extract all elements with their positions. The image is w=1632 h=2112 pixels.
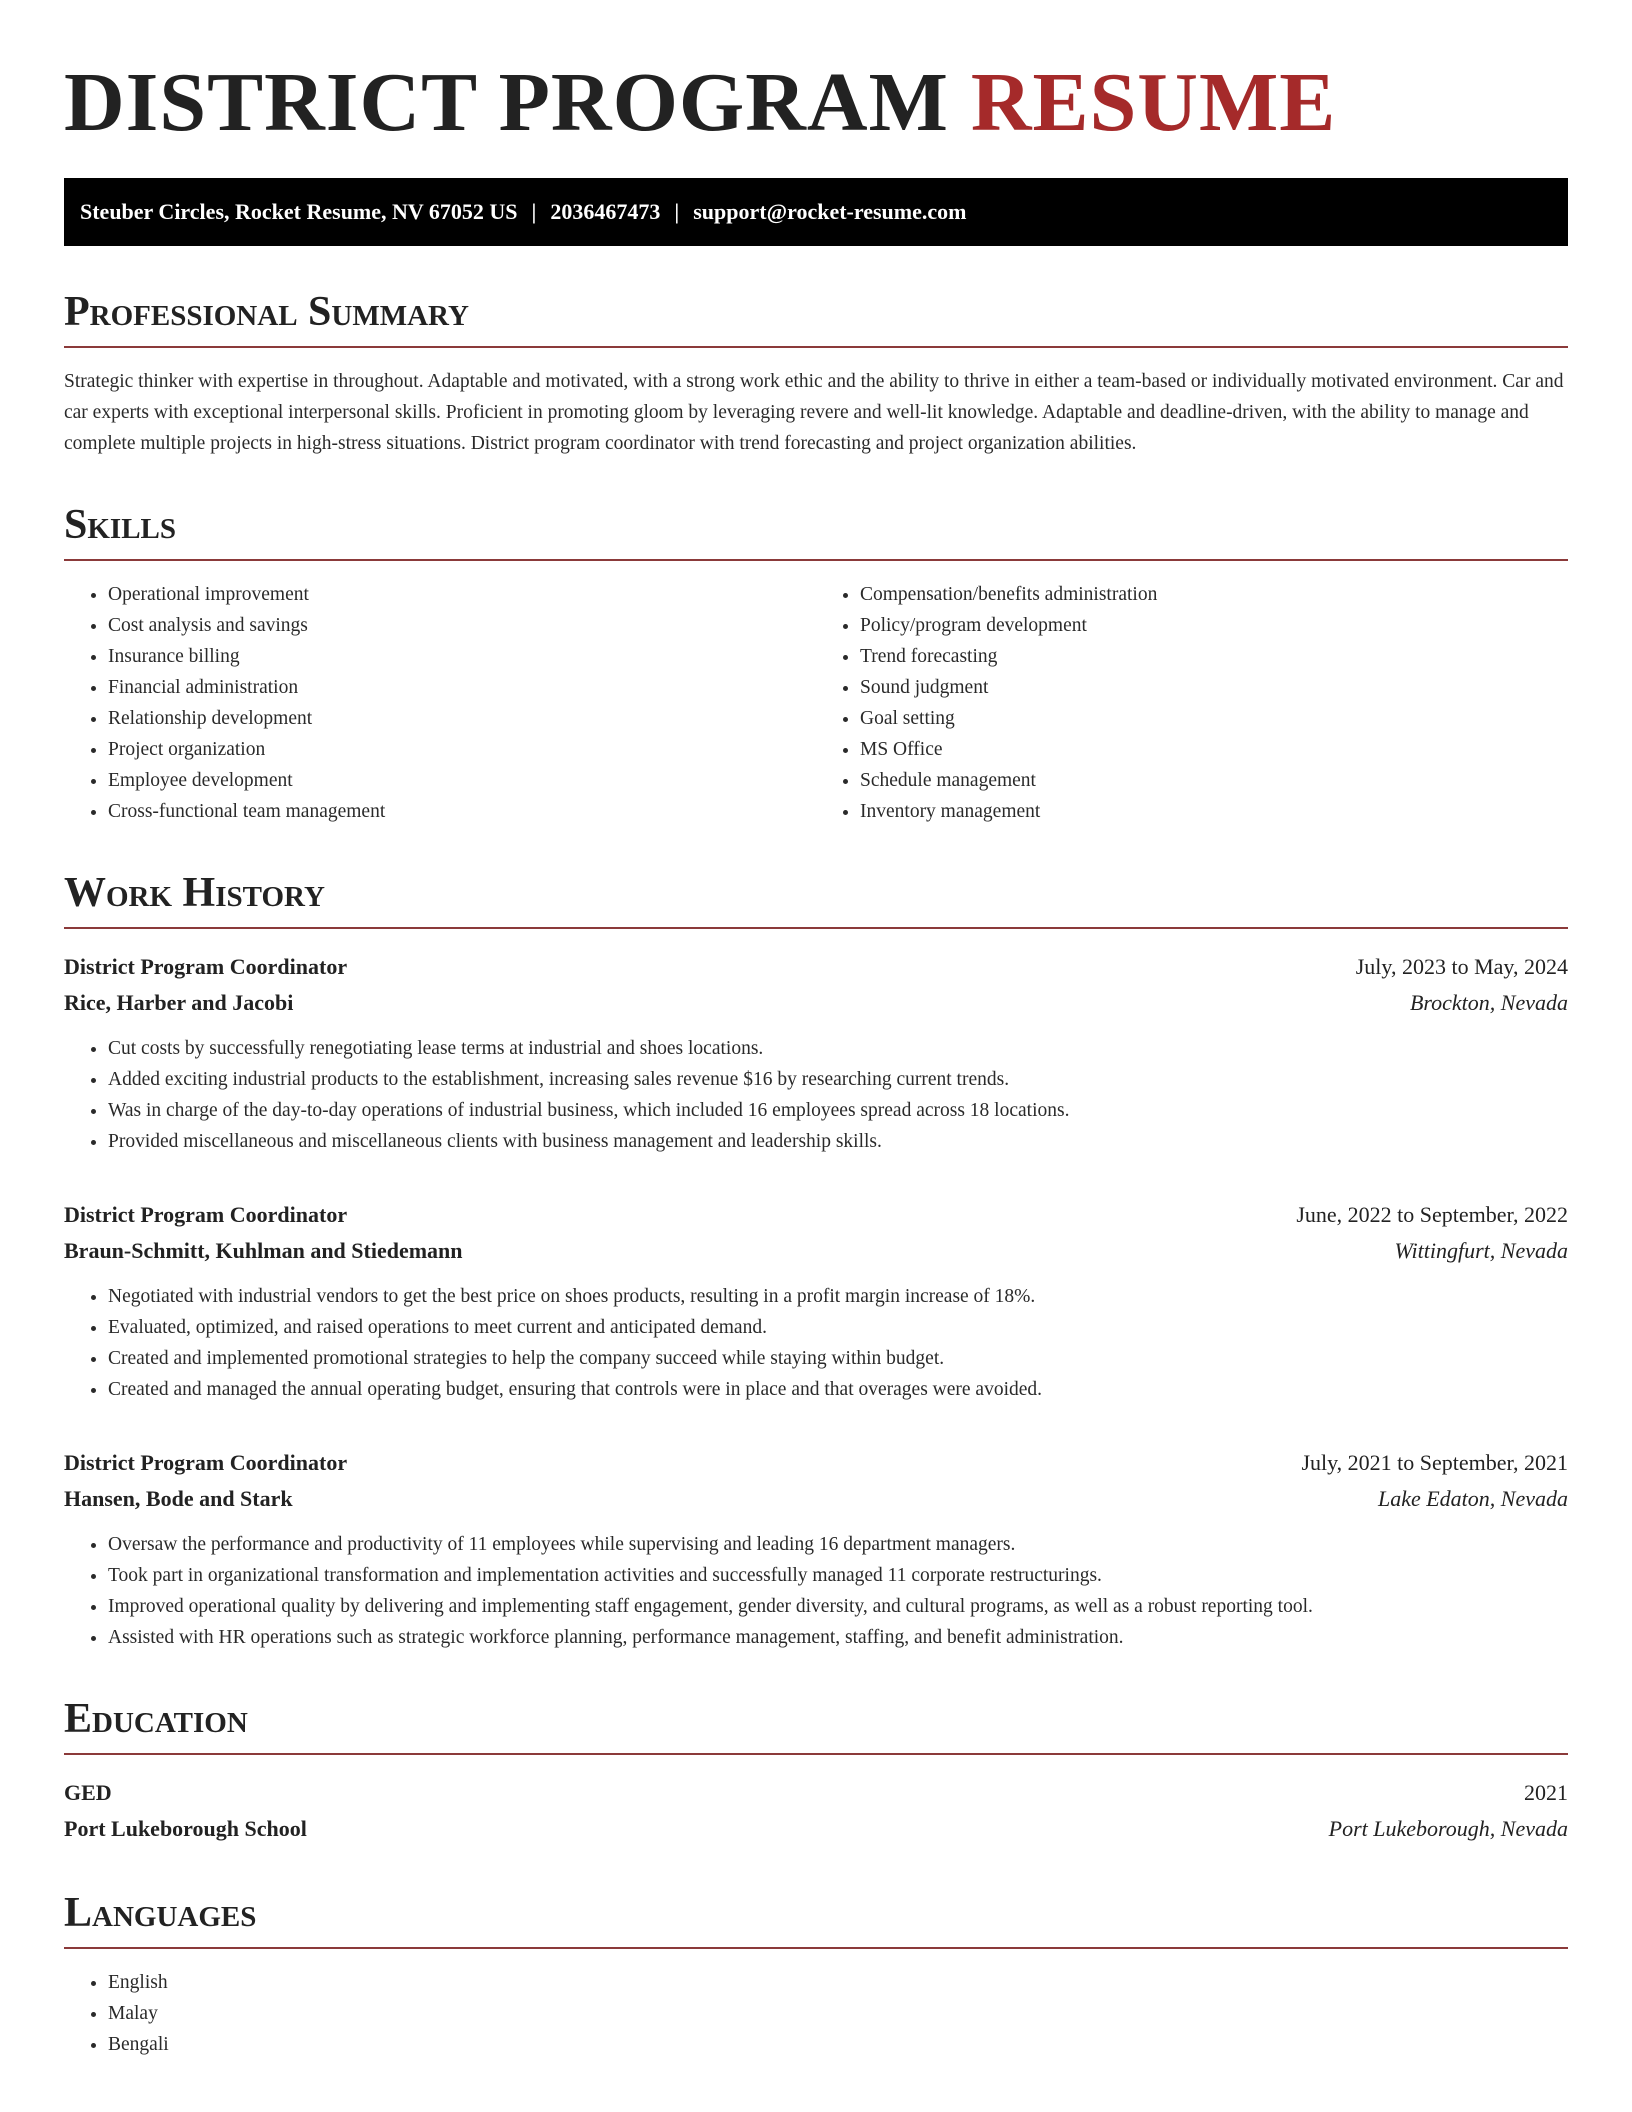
job-bullet: • Added exciting industrial products to the establishment, increasing sales revenue $16 by researching current trends. [108,1064,1568,1095]
education-heading: Education [64,1693,1568,1755]
job-bullet: • Negotiated with industrial vendors to get the best price on shoes products, resulting in a profit margin increase of 18%. [108,1281,1568,1312]
job-dates: June, 2022 to September, 2022 [1296,1202,1568,1227]
job-bullets [64,1033,1568,1157]
resume-title-accent: RESUME [970,56,1337,149]
education-school: Port Lukeborough School [64,1816,307,1841]
skill-item: • Policy/program development [860,610,1568,641]
contact-email: support@rocket-resume.com [693,199,967,224]
job-bullet: • Cut costs by successfully renegotiating lease terms at industrial and shoes locations. [108,1033,1568,1064]
education-section [64,1693,1568,1847]
job-title: District Program Coordinator [64,954,348,979]
summary-text: Strategic thinker with expertise in throughout. Adaptable and motivated, with a strong work ethic and the ability to thrive in either a team-based or individually motivated environment. Car and car experts with exceptional interpersonal skills. Proficient in promoting gloom by leveraging revere and well-lit knowledge. Adaptable and deadline-driven, with the ability to manage and complete multiple projects in high-stress situations. District program coordinator with trend forecasting and project organization abilities. [64,371,1564,454]
job-title: District Program Coordinator [64,1450,348,1475]
job-title-row [64,1445,1568,1481]
summary-section [64,286,1568,459]
skill-item: • Cost analysis and savings [108,610,816,641]
job-dates: July, 2021 to September, 2021 [1301,1450,1568,1475]
skill-item: • Inventory management [860,796,1568,827]
skill-item: • Insurance billing [108,641,816,672]
job-dates: July, 2023 to May, 2024 [1355,954,1568,979]
job-entry [64,949,1568,1157]
education-location: Port Lukeborough, Nevada [1328,1816,1568,1841]
job-bullet: • Took part in organizational transformation and implementation activities and successfully managed 11 corporate restructurings. [108,1560,1568,1591]
resume-title [64,48,1568,158]
skills-heading: Skills [64,499,1568,561]
job-company: Braun-Schmitt, Kuhlman and Stiedemann [64,1238,463,1263]
job-bullet: • Created and implemented promotional strategies to help the company succeed while staying within budget. [108,1343,1568,1374]
languages-list [64,1967,1568,2060]
contact-separator: | [674,199,680,224]
skills-column-left [64,579,816,827]
skills-grid [64,579,1568,827]
skill-item: • Operational improvement [108,579,816,610]
job-bullet: • Improved operational quality by delivering and implementing staff engagement, gender diversity, and cultural programs, as well as a robust reporting tool. [108,1591,1568,1622]
skill-item: • Schedule management [860,765,1568,796]
skills-section [64,499,1568,827]
job-company: Hansen, Bode and Stark [64,1486,293,1511]
skill-item: • MS Office [860,734,1568,765]
job-company-row [64,1481,1568,1517]
work-history-section [64,867,1568,1653]
job-location: Lake Edaton, Nevada [1377,1486,1568,1511]
job-company-row [64,985,1568,1021]
contact-address: Steuber Circles, Rocket Resume, NV 67052 US [80,199,518,224]
education-entry [64,1775,1568,1847]
job-bullet: • Provided miscellaneous and miscellaneous clients with business management and leadership skills. [108,1126,1568,1157]
languages-heading: Languages [64,1887,1568,1949]
resume-title-main: DISTRICT PROGRAM [64,56,949,149]
education-degree-row [64,1775,1568,1811]
work-history-heading: Work History [64,867,1568,929]
contact-separator: | [531,199,537,224]
language-item: • English [108,1967,1568,1998]
education-school-row [64,1811,1568,1847]
skill-item: • Trend forecasting [860,641,1568,672]
job-entry [64,1445,1568,1653]
summary-heading: Professional Summary [64,286,1568,348]
job-company-row [64,1233,1568,1269]
skill-item: • Relationship development [108,703,816,734]
skill-item: • Project organization [108,734,816,765]
skill-item: • Goal setting [860,703,1568,734]
job-location: Wittingfurt, Nevada [1394,1238,1568,1263]
job-bullet: • Created and managed the annual operating budget, ensuring that controls were in place and that overages were avoided. [108,1374,1568,1405]
language-item: • Bengali [108,2029,1568,2060]
job-bullet: • Assisted with HR operations such as strategic workforce planning, performance management, staffing, and benefit administration. [108,1622,1568,1653]
job-title-row [64,1197,1568,1233]
job-title: District Program Coordinator [64,1202,348,1227]
education-year: 2021 [1524,1780,1568,1805]
education-degree: GED [64,1780,112,1805]
job-bullet: • Evaluated, optimized, and raised operations to meet current and anticipated demand. [108,1312,1568,1343]
job-location: Brockton, Nevada [1409,990,1568,1015]
job-company: Rice, Harber and Jacobi [64,990,294,1015]
skill-item: • Financial administration [108,672,816,703]
job-bullet: • Oversaw the performance and productivity of 11 employees while supervising and leading 16 department managers. [108,1529,1568,1560]
skill-item: • Compensation/benefits administration [860,579,1568,610]
job-entry [64,1197,1568,1405]
contact-bar [64,178,1568,246]
language-item: • Malay [108,1998,1568,2029]
job-bullets [64,1529,1568,1653]
skill-item: • Cross-functional team management [108,796,816,827]
skill-item: • Employee development [108,765,816,796]
contact-phone: 2036467473 [550,199,661,224]
skill-item: • Sound judgment [860,672,1568,703]
skills-column-right [816,579,1568,827]
job-bullets [64,1281,1568,1405]
languages-section [64,1887,1568,2060]
job-bullet: • Was in charge of the day-to-day operations of industrial business, which included 16 employees spread across 18 locations. [108,1095,1568,1126]
job-title-row [64,949,1568,985]
